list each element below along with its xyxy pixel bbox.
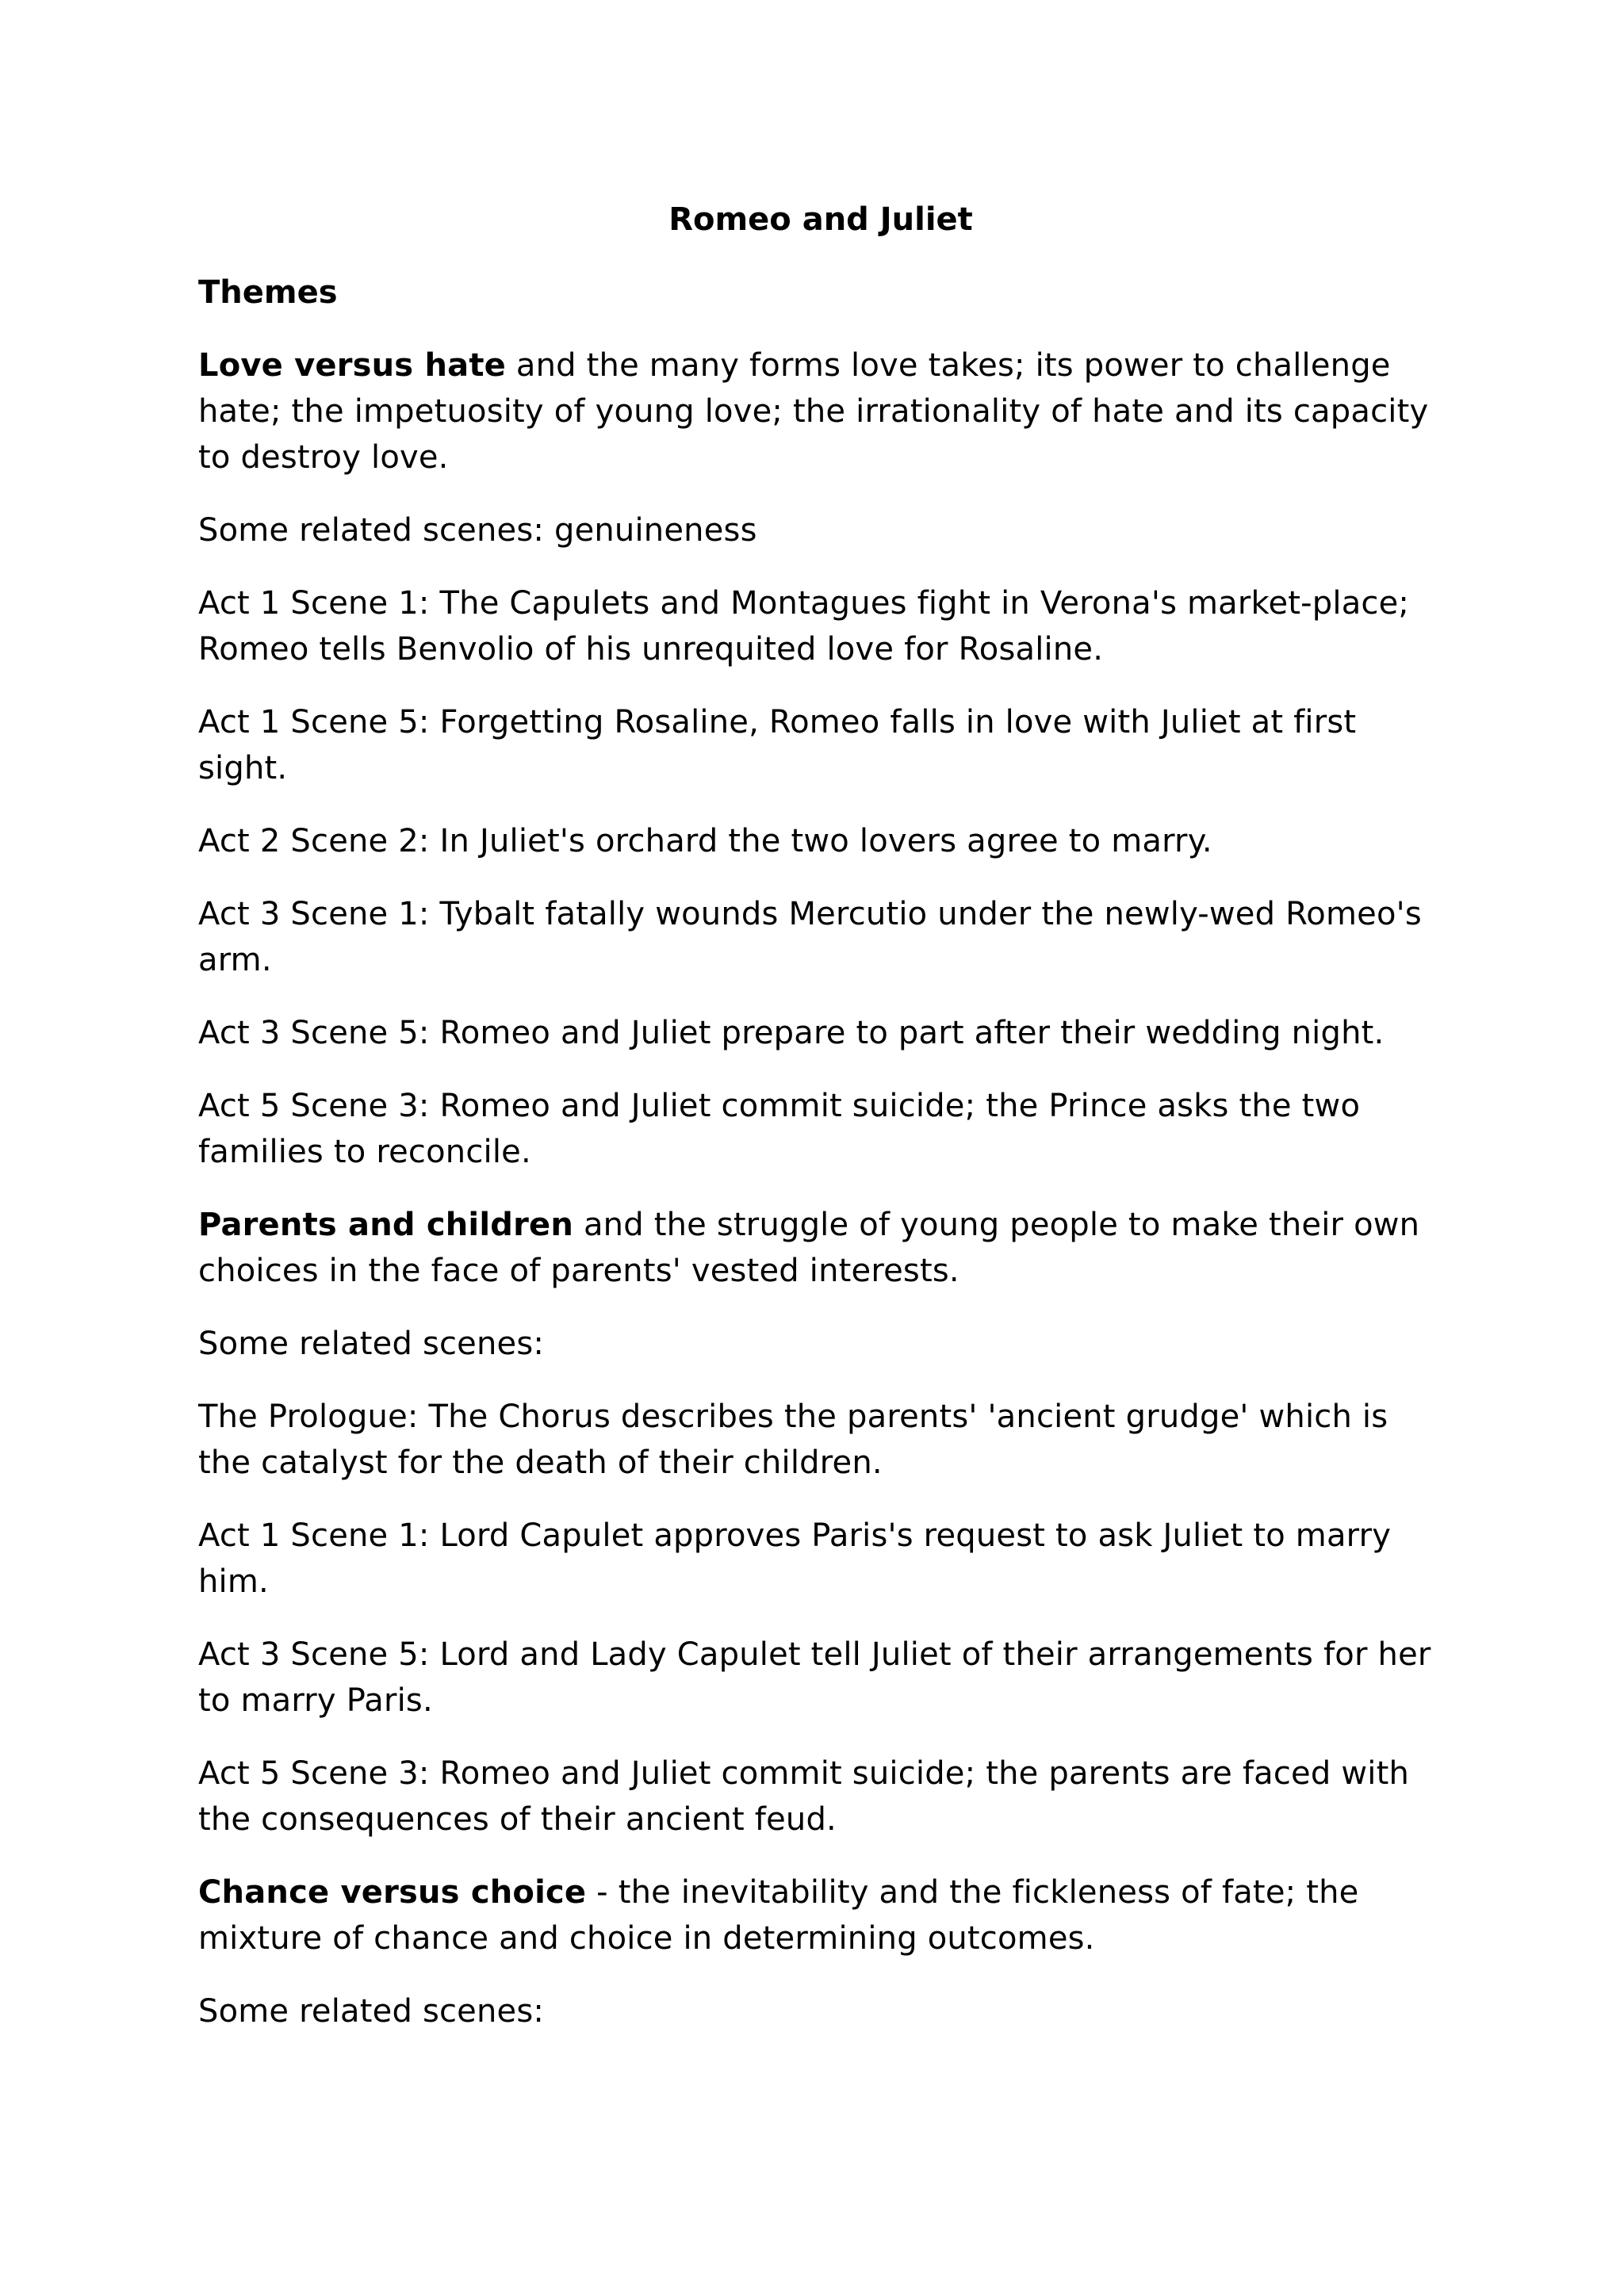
document-title: Romeo and Juliet bbox=[668, 201, 973, 238]
theme-title: Chance versus choice bbox=[198, 1874, 587, 1911]
theme-paragraph-chance-versus-choice bbox=[198, 1869, 1443, 1961]
scene-item: Act 2 Scene 2: In Juliet's orchard the two lovers agree to marry. bbox=[198, 823, 1212, 859]
related-scenes-label: Some related scenes: bbox=[198, 1993, 545, 2030]
scene-item: Act 3 Scene 5: Lord and Lady Capulet tell Juliet of their arrangements for her to marry Paris. bbox=[198, 1636, 1431, 1719]
scene-item: Act 3 Scene 1: Tybalt fatally wounds Mercutio under the newly-wed Romeo's arm. bbox=[198, 896, 1422, 978]
theme-description: and the struggle of young people to make their own choices in the face of parents' vested interests. bbox=[198, 1207, 1420, 1289]
scene-item: The Prologue: The Chorus describes the parents' 'ancient grudge' which is the catalyst for the death of their children. bbox=[198, 1399, 1388, 1481]
theme-description: - the inevitability and the fickleness of fate; the mixture of chance and choice in determining outcomes. bbox=[198, 1874, 1359, 1957]
scene-item: Act 1 Scene 5: Forgetting Rosaline, Romeo falls in love with Juliet at first sight. bbox=[198, 704, 1357, 786]
related-scenes-label: Some related scenes: genuineness bbox=[198, 512, 757, 549]
scene-item: Act 1 Scene 1: The Capulets and Montagues fight in Verona's market-place; Romeo tells Benvolio of his unrequited love for Rosaline. bbox=[198, 585, 1410, 668]
theme-paragraph-love-versus-hate bbox=[198, 342, 1443, 480]
theme-paragraph-parents-and-children bbox=[198, 1202, 1443, 1294]
scene-item: Act 1 Scene 1: Lord Capulet approves Paris's request to ask Juliet to marry him. bbox=[198, 1517, 1392, 1600]
document-content bbox=[198, 197, 1443, 2061]
theme-description: and the many forms love takes; its power to challenge hate; the impetuosity of young love; the irrationality of hate and its capacity to destroy love. bbox=[198, 347, 1429, 476]
section-heading-themes: Themes bbox=[198, 274, 338, 311]
scene-item: Act 5 Scene 3: Romeo and Juliet commit suicide; the parents are faced with the consequences of their ancient feud. bbox=[198, 1755, 1410, 1838]
scene-item: Act 3 Scene 5: Romeo and Juliet prepare to part after their wedding night. bbox=[198, 1015, 1385, 1051]
theme-title: Love versus hate bbox=[198, 347, 506, 384]
scene-item: Act 5 Scene 3: Romeo and Juliet commit suicide; the Prince asks the two families to reconcile. bbox=[198, 1088, 1361, 1170]
theme-title: Parents and children bbox=[198, 1207, 574, 1243]
related-scenes-label: Some related scenes: bbox=[198, 1326, 545, 1362]
